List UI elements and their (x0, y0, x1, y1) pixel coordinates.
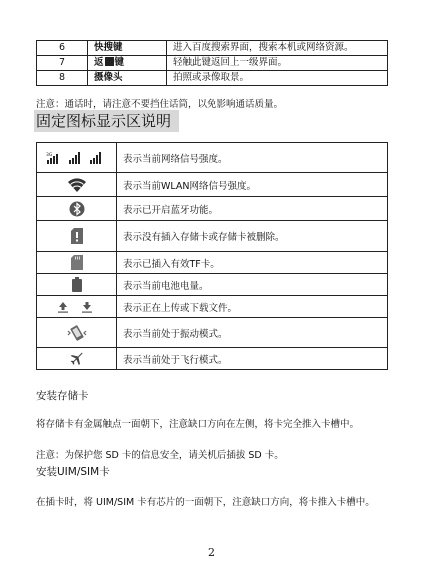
icon-cell (37, 296, 117, 318)
table-row (37, 296, 388, 318)
bluetooth-icon (69, 201, 85, 217)
icon-cell (37, 221, 117, 252)
key-name (88, 56, 167, 71)
table-row (37, 274, 388, 296)
page-number: 2 (208, 546, 215, 559)
icon-cell (37, 197, 117, 221)
icon-description: 表示当前处于飞行模式。 (117, 348, 388, 370)
icon-cell (37, 252, 117, 274)
install-card-text: 将存储卡有金属触点一面朝下，注意缺口方向在左侧，将卡完全推入卡槽中。 (36, 419, 360, 430)
table-row (37, 143, 388, 173)
icon-cell (37, 318, 117, 348)
sd-card-icon (71, 255, 83, 270)
signal-strength-icon (46, 151, 108, 165)
icon-cell (37, 173, 117, 197)
back-key-icon (105, 57, 114, 66)
icon-cell (37, 348, 117, 370)
install-card-heading: 安装存储卡 (36, 390, 89, 402)
key-name-pre: 返 (94, 57, 104, 68)
install-card-note: 注意：为保护您 SD 卡的信息安全，请关机后插拔 SD 卡。 (36, 450, 284, 461)
table-row (37, 41, 388, 56)
wifi-icon (67, 177, 87, 193)
key-number: 7 (37, 56, 88, 71)
install-sim-heading: 安装UIM/SIM卡 (36, 466, 110, 478)
install-sim-text: 在插卡时，将 UIM/SIM 卡有芯片的一面朝下，注意缺口方向，将卡推入卡槽中。 (36, 497, 375, 508)
icon-description: 表示当前电池电量。 (117, 274, 388, 296)
key-description: 进入百度搜索界面，搜索本机或网络资源。 (167, 41, 388, 56)
icons-table (36, 142, 388, 370)
table-row (37, 71, 388, 86)
icon-description: 表示当前处于振动模式。 (117, 318, 388, 348)
table-row (37, 221, 388, 252)
no-sd-card-icon (71, 228, 83, 244)
icon-description: 表示已插入有效TF卡。 (117, 252, 388, 274)
table-row (37, 173, 388, 197)
key-name: 快搜键 (88, 41, 167, 56)
table-row (37, 318, 388, 348)
keys-table (36, 40, 388, 86)
key-name: 摄像头 (88, 71, 167, 86)
key-description: 轻触此键返回上一级界面。 (167, 56, 388, 71)
icon-description: 表示当前网络信号强度。 (117, 143, 388, 173)
icon-description: 表示当前WLAN网络信号强度。 (117, 173, 388, 197)
table-row (37, 348, 388, 370)
table-row (37, 56, 388, 71)
icon-cell (37, 143, 117, 173)
icon-cell (37, 274, 117, 296)
key-name-post: 键 (114, 57, 125, 68)
vibrate-icon (67, 323, 87, 343)
table-row (37, 252, 388, 274)
icon-description: 表示已开启蓝牙功能。 (117, 197, 388, 221)
section-title: 固定图标显示区说明 (34, 110, 179, 132)
key-number: 6 (37, 41, 88, 56)
upload-download-icon (57, 301, 97, 313)
icon-description: 表示正在上传或下载文件。 (117, 296, 388, 318)
table-row (37, 197, 388, 221)
battery-icon (72, 277, 82, 292)
signal-label: 3G (45, 152, 52, 158)
key-number: 8 (37, 71, 88, 86)
call-note: 注意：通话时，请注意不要挡住话筒，以免影响通话质量。 (36, 99, 284, 110)
key-description: 拍照或录像取景。 (167, 71, 388, 86)
icon-description: 表示没有插入存储卡或存储卡被删除。 (117, 221, 388, 252)
airplane-icon (70, 352, 84, 366)
